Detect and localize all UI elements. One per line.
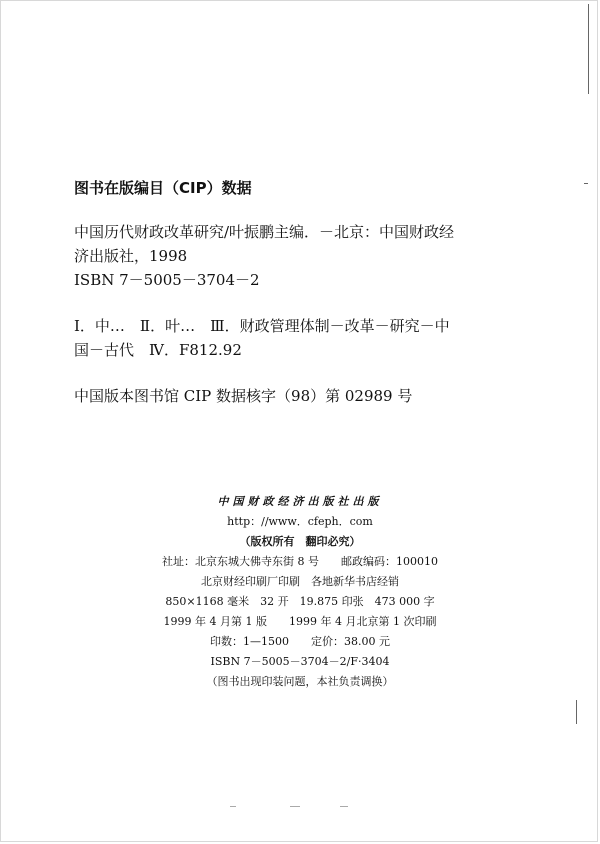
scan-artifact xyxy=(576,700,577,724)
imprint-address: 社址：北京东城大佛寺东街 8 号 邮政编码：100010 xyxy=(162,555,438,568)
imprint-publisher: 中国财政经济出版社出版 xyxy=(217,495,383,508)
cip-verification-number: 中国版本图书馆 CIP 数据核字（98）第 02989 号 xyxy=(74,387,413,405)
spacer xyxy=(74,292,534,314)
cip-entry-line-2: 济出版社，1998 xyxy=(74,247,188,265)
scan-artifact xyxy=(588,4,589,94)
imprint-format: 850×1168 毫米 32 开 19.875 印张 473 000 字 xyxy=(165,595,435,608)
scan-artifact xyxy=(584,183,588,184)
cip-subjects-line-2: 国－古代 Ⅳ．F812.92 xyxy=(74,341,242,359)
cip-entry-line-1: 中国历代财政改革研究/叶振鹏主编．－北京：中国财政经 xyxy=(74,223,455,241)
imprint-print-run: 印数：1—1500 定价：38.00 元 xyxy=(210,635,390,648)
imprint-printer: 北京财经印刷厂印刷 各地新华书店经销 xyxy=(201,575,399,588)
imprint-isbn: ISBN 7－5005－3704－2/F·3404 xyxy=(210,655,390,668)
imprint-edition: 1999 年 4 月第 1 版 1999 年 4 月北京第 1 次印刷 xyxy=(163,615,437,628)
scan-artifact xyxy=(230,806,236,807)
spacer xyxy=(74,362,534,384)
imprint-website: http：//www．cfeph．com xyxy=(227,515,373,528)
cip-isbn: ISBN 7－5005－3704－2 xyxy=(74,271,260,289)
scan-artifact xyxy=(340,806,348,807)
cip-title: 图书在版编目（CIP）数据 xyxy=(74,179,252,197)
cip-data-block xyxy=(74,176,534,408)
imprint-block xyxy=(120,492,480,692)
scan-artifact xyxy=(290,806,300,807)
cip-subjects-line-1: Ⅰ．中… Ⅱ．叶… Ⅲ．财政管理体制－改革－研究－中 xyxy=(74,317,450,335)
imprint-notice: （图书出现印装问题，本社负责调换） xyxy=(206,675,394,688)
imprint-copyright: （版权所有 翻印必究） xyxy=(239,535,361,548)
